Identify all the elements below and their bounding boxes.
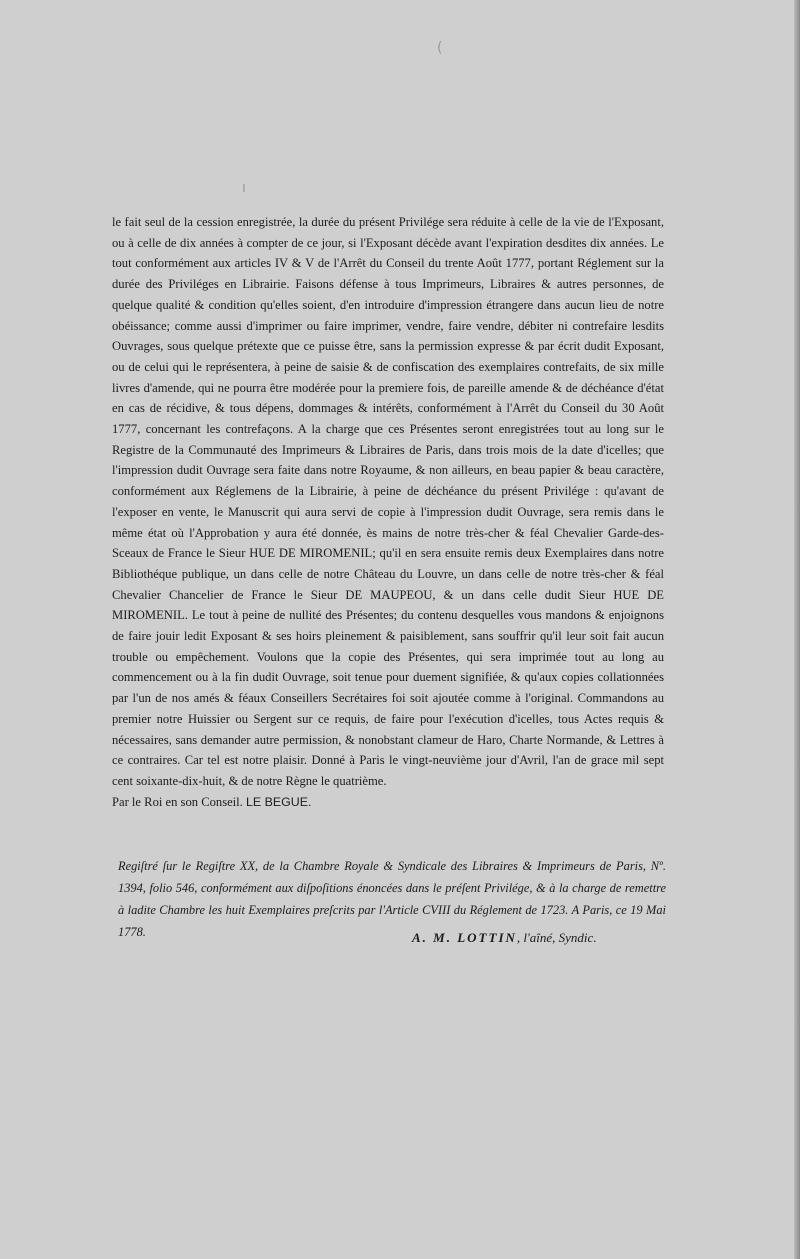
page-edge (794, 0, 800, 1259)
syndic-title: , l'aîné, Syndic. (516, 930, 597, 945)
syndic-signature (412, 930, 597, 946)
signature-name: LE BEGUE. (245, 794, 312, 809)
registration-paragraph: Regiſtré ſur le Regiſtre XX, de la Chambre Royale & Syndicale des Libraires & Imprimeurs de Paris, Nº. 1394, folio 546, conformément aux diſpoſitions énoncées dans le préſent Privilége, & à la charge de remettre à ladite Chambre les huit Exemplaires preſcrits par l'Article CVIII du Réglement de 1723. A Paris, ce 19 Mai 1778. (118, 859, 666, 939)
paper-speck: ( (437, 40, 443, 56)
syndic-name: A. M. LOTTIN (412, 930, 517, 945)
signature-label: Par le Roi en son Conseil. (112, 794, 243, 809)
paper-speck: ı (242, 180, 246, 196)
privilege-paragraph: le fait seul de la cession enregistrée, la durée du présent Privilége sera réduite à celle de la vie de l'Exposant, ou à celle de dix années à compter de ce jour, si l'Exposant décède avant l'expiration desdites dix années. Le tout conformément aux articles IV & V de l'Arrêt du Conseil du trente Août 1777, portant Réglement sur la durée des Priviléges en Librairie. Faisons défense à tous Imprimeurs, Libraires & autres personnes, de quelque qualité & condition qu'elles soient, d'en introduire d'impression étrangere dans aucun lieu de notre obéissance; comme aussi d'imprimer ou faire imprimer, vendre, faire vendre, débiter ni contrefaire lesdits Ouvrages, sous quelque prétexte que ce puisse être, sans la permission expresse & par écrit dudit Exposant, ou de celui qui le représentera, à peine de saisie & de confiscation des exemplaires contrefaits, de six mille livres d'amende, qui ne pourra être modérée pour la premiere fois, de pareille amende & de déchéance d'état en cas de récidive, & tous dépens, dommages & intérêts, conformément à l'Arrêt du Conseil du 30 Août 1777, concernant les contrefaçons. A la charge que ces Présentes seront enregistrées tout au long sur le Registre de la Communauté des Imprimeurs & Libraires de Paris, dans trois mois de la date d'icelles; que l'impression dudit Ouvrage sera faite dans notre Royaume, & non ailleurs, en beau papier & beau caractère, conformément aux Réglemens de la Librairie, à peine de déchéance du présent Privilége : qu'avant de l'exposer en vente, le Manuscrit qui aura servi de copie à l'impression dudit Ouvrage, sera remis dans le même état où l'Approbation y aura été donnée, ès mains de notre très-cher & féal Chevalier Garde-des-Sceaux de France le Sieur HUE DE MIROMENIL; qu'il en sera ensuite remis deux Exemplaires dans notre Bibliothéque publique, un dans celle de notre Château du Louvre, un dans celle de notre très-cher & féal Chevalier Chancelier de France le Sieur DE MAUPEOU, & un dans celle dudit Sieur HUE DE MIROMENIL. Le tout à peine de nullité des Présentes; du contenu desquelles vous mandons & enjoignons de faire jouir ledit Exposant & ses hoirs pleinement & paisiblement, sans souffrir qu'il leur soit fait aucun trouble ou empêchement. Voulons que la copie des Présentes, qui sera imprimée tout au long au commencement ou à la fin dudit Ouvrage, soit tenue pour duement signifiée, & qu'aux copies collationnées par l'un de nos amés & féaux Conseillers Secrétaires foi soit ajoutée comme à l'original. Commandons au premier notre Huissier ou Sergent sur ce requis, de faire pour l'exécution d'icelles, tous Actes requis & nécessaires, sans demander autre permission, & nonobstant clameur de Haro, Charte Normande, & Lettres à ce contraires. Car tel est notre plaisir. Donné à Paris le vingt-neuvième jour d'Avril, l'an de grace mil sept cent soixante-dix-huit, & de notre Règne le quatrième. (112, 215, 664, 788)
signature-line (112, 792, 664, 813)
privilege-body (112, 212, 664, 812)
